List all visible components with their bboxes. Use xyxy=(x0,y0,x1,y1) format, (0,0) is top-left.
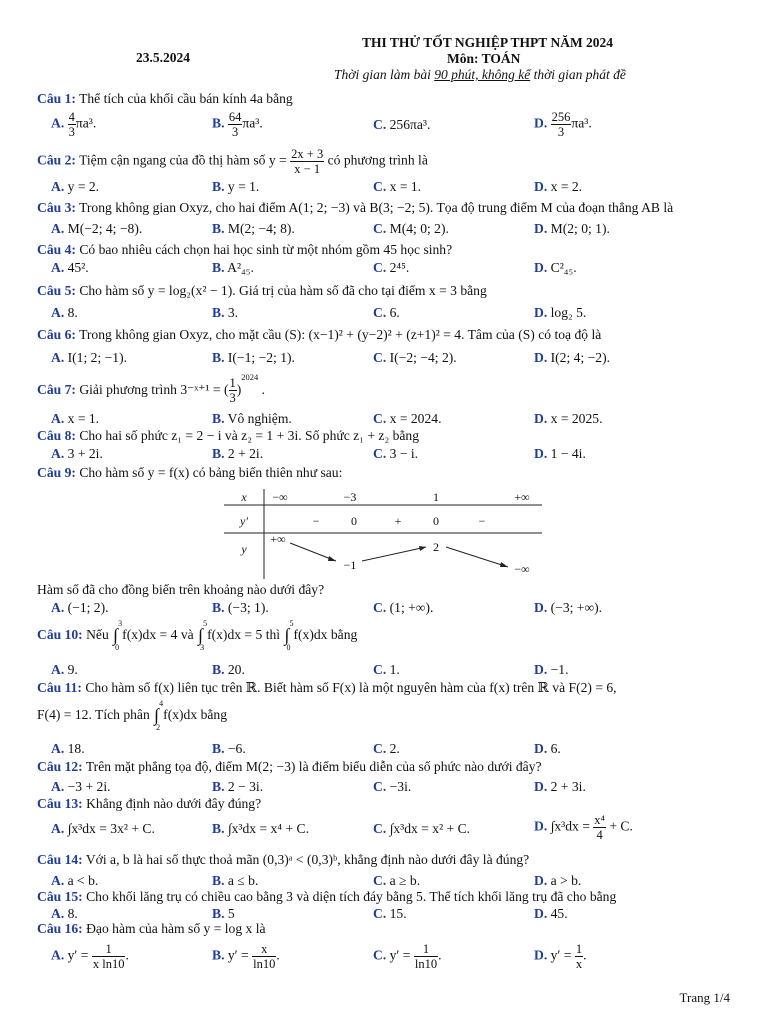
option-4d[interactable]: D. C²₄₅. xyxy=(534,260,577,275)
question-5: Câu 5: Cho hàm số y = log₂(x² − 1). Giá trị của hàm số đã cho tại điểm x = 3 bằng xyxy=(37,283,487,298)
question-13: Câu 13: Khẳng định nào dưới đây đúng? xyxy=(37,796,262,811)
option-11b[interactable]: B. −6. xyxy=(212,741,246,756)
y-value: −∞ xyxy=(514,562,530,576)
option-5c[interactable]: C. 6. xyxy=(373,305,400,320)
option-6c[interactable]: C. I(−2; −4; 2). xyxy=(373,350,457,365)
arrow-head xyxy=(500,562,508,567)
option-3b[interactable]: B. M(2; −4; 8). xyxy=(212,221,295,236)
option-10b[interactable]: B. 20. xyxy=(212,662,245,677)
question-4: Câu 4: Có bao nhiêu cách chọn hai học sinh từ một nhóm gồm 45 học sinh? xyxy=(37,242,453,257)
question-16: Câu 16: Đạo hàm của hàm số y = log x là xyxy=(37,921,266,936)
option-6b[interactable]: B. I(−1; −2; 1). xyxy=(212,350,295,365)
option-2c[interactable]: C. x = 1. xyxy=(373,179,422,194)
option-5a[interactable]: A. 8. xyxy=(51,305,78,320)
option-3c[interactable]: C. M(4; 0; 2). xyxy=(373,221,449,236)
question-11-line2: F(4) = 12. Tích phân ∫ 4 2 f(x)dx bằng xyxy=(37,699,227,732)
arrow-head xyxy=(328,556,336,561)
option-7a[interactable]: A. x = 1. xyxy=(51,411,100,426)
y-value: 2 xyxy=(433,540,439,554)
question-9-followup: Hàm số đã cho đồng biến trên khoảng nào dưới đây? xyxy=(37,582,325,597)
option-16b[interactable]: B. y′ = $\frac{x}{\ln 10}$ . xyxy=(212,942,280,971)
row-label-x: x xyxy=(241,490,247,504)
option-12c[interactable]: C. −3i. xyxy=(373,779,412,794)
option-1b[interactable]: B. $\frac{64}{3}$ πa³. xyxy=(212,110,263,139)
option-10c[interactable]: C. 1. xyxy=(373,662,400,677)
x-value: +∞ xyxy=(514,490,530,504)
yprime-sign: − xyxy=(312,514,320,528)
option-2d[interactable]: D. x = 2. xyxy=(534,179,583,194)
option-14b[interactable]: B. a ≤ b. xyxy=(212,873,259,888)
question-6: Câu 6: Trong không gian Oxyz, cho mặt cầu (S): (x−1)² + (y−2)² + (z+1)² = 4. Tâm của (S) có toạ độ là xyxy=(37,327,602,342)
option-14d[interactable]: D. a > b. xyxy=(534,873,582,888)
option-11a[interactable]: A. 18. xyxy=(51,741,85,756)
question-8: Câu 8: Cho hai số phức z₁ = 2 − i và z₂ = 1 + 3i. Số phức z₁ + z₂ bằng xyxy=(37,428,420,443)
question-1: Câu 1: Thể tích của khối cầu bán kính 4a bằng xyxy=(37,91,293,106)
option-13b[interactable]: B. ∫x³dx = x⁴ + C. xyxy=(212,821,309,836)
question-14: Câu 14: Với a, b là hai số thực thoả mãn (0,3)ᵃ < (0,3)ᵇ, khẳng định nào dưới đây là đúng? xyxy=(37,852,530,867)
option-11c[interactable]: C. 2. xyxy=(373,741,400,756)
option-10d[interactable]: D. −1. xyxy=(534,662,569,677)
decrease-arrow xyxy=(446,547,508,567)
option-6d[interactable]: D. I(2; 4; −2). xyxy=(534,350,611,365)
option-7c[interactable]: C. x = 2024. xyxy=(373,411,442,426)
option-13a[interactable]: A. ∫x³dx = 3x² + C. xyxy=(51,821,155,836)
option-5b[interactable]: B. 3. xyxy=(212,305,239,320)
option-2a[interactable]: A. y = 2. xyxy=(51,179,100,194)
option-9b[interactable]: B. (−3; 1). xyxy=(212,600,269,615)
option-8c[interactable]: C. 3 − i. xyxy=(373,446,419,461)
option-15c[interactable]: C. 15. xyxy=(373,906,407,921)
row-label-y: y xyxy=(241,542,247,556)
question-7: Câu 7: Giải phương trình 3⁻ˣ⁺¹ = ( $\frac{1}{3}$ )$^{2024}$ . xyxy=(37,372,266,406)
question-2: Câu 2: Tiệm cận ngang của đồ thị hàm số y = $\frac{2x + 3}{x - 1}$ có phương trình là xyxy=(37,147,428,176)
option-10a[interactable]: A. 9. xyxy=(51,662,78,677)
option-8b[interactable]: B. 2 + 2i. xyxy=(212,446,264,461)
option-16d[interactable]: D. y′ = $\frac{1}{x}$ . xyxy=(534,942,587,971)
option-9c[interactable]: C. (1; +∞). xyxy=(373,600,434,615)
option-7d[interactable]: D. x = 2025. xyxy=(534,411,603,426)
y-value: +∞ xyxy=(270,532,286,546)
option-16c[interactable]: C. y′ = $\frac{1}{\ln 10}$ . xyxy=(373,942,442,971)
x-value: −∞ xyxy=(272,490,288,504)
option-1c[interactable]: C. 256πa³. xyxy=(373,117,431,132)
yprime-sign: 0 xyxy=(433,514,439,528)
option-9d[interactable]: D. (−3; +∞). xyxy=(534,600,603,615)
option-2b[interactable]: B. y = 1. xyxy=(212,179,260,194)
exam-title: THI THỬ TỐT NGHIỆP THPT NĂM 2024 xyxy=(362,35,614,50)
exam-date: 23.5.2024 xyxy=(136,50,190,65)
question-11: Câu 11: Cho hàm số f(x) liên tục trên ℝ. Biết hàm số F(x) là một nguyên hàm của f(x) trên ℝ và F(2) = 6, xyxy=(37,680,617,695)
option-11d[interactable]: D. 6. xyxy=(534,741,561,756)
option-6a[interactable]: A. I(1; 2; −1). xyxy=(51,350,128,365)
option-3a[interactable]: A. M(−2; 4; −8). xyxy=(51,221,143,236)
option-13d[interactable]: D. ∫x³dx = $\frac{\text{x⁴}}{4}$ + C. xyxy=(534,813,633,842)
option-8a[interactable]: A. 3 + 2i. xyxy=(51,446,103,461)
increase-arrow xyxy=(362,547,426,561)
y-value: −1 xyxy=(343,558,357,572)
question-3: Câu 3: Trong không gian Oxyz, cho hai điểm A(1; 2; −3) và B(3; −2; 5). Tọa độ trung điểm M của đoạn thẳng AB là xyxy=(37,200,674,215)
yprime-sign: − xyxy=(478,514,486,528)
x-value: −3 xyxy=(343,490,357,504)
option-5d[interactable]: D. log₂ 5. xyxy=(534,305,587,320)
option-14c[interactable]: C. a ≥ b. xyxy=(373,873,421,888)
option-12d[interactable]: D. 2 + 3i. xyxy=(534,779,586,794)
question-9: Câu 9: Cho hàm số y = f(x) có bảng biến thiên như sau: xyxy=(37,465,343,480)
option-15d[interactable]: D. 45. xyxy=(534,906,568,921)
option-12a[interactable]: A. −3 + 2i. xyxy=(51,779,111,794)
option-8d[interactable]: D. 1 − 4i. xyxy=(534,446,586,461)
option-14a[interactable]: A. a < b. xyxy=(51,873,99,888)
option-13c[interactable]: C. ∫x³dx = x² + C. xyxy=(373,821,471,836)
question-10: Câu 10: Nếu ∫ 3 0 f(x)dx = 4 và ∫ 5 3 f(x)dx = 5 thì ∫ 5 0 f(x)dx bằng xyxy=(37,619,358,652)
option-3d[interactable]: D. M(2; 0; 1). xyxy=(534,221,610,236)
exam-time-note: Thời gian làm bài 90 phút, không kể thời gian phát đề xyxy=(334,67,626,82)
x-value: 1 xyxy=(433,490,439,504)
option-15b[interactable]: B. 5 xyxy=(212,906,235,921)
option-1d[interactable]: D. $\frac{256}{3}$ πa³. xyxy=(534,110,592,139)
option-12b[interactable]: B. 2 − 3i. xyxy=(212,779,264,794)
option-15a[interactable]: A. 8. xyxy=(51,906,78,921)
question-15: Câu 15: Cho khối lăng trụ có chiều cao bằng 3 và diện tích đáy bằng 5. Thể tích khối lăng trụ đã cho bằng xyxy=(37,889,617,904)
option-4b[interactable]: B. A²₄₅. xyxy=(212,260,254,275)
option-4a[interactable]: A. 45². xyxy=(51,260,89,275)
exam-subject: Môn: TOÁN xyxy=(447,51,521,66)
option-1a[interactable]: A. $\frac{4}{3}$ πa³. xyxy=(51,110,97,139)
yprime-sign: + xyxy=(394,514,402,528)
yprime-sign: 0 xyxy=(351,514,357,528)
question-12: Câu 12: Trên mặt phẳng tọa độ, điểm M(2; −3) là điểm biểu diễn của số phức nào dưới đây? xyxy=(37,759,542,774)
option-16a[interactable]: A. y′ = $\frac{1}{\text{x ln10}}$ . xyxy=(51,942,129,971)
option-4c[interactable]: C. 2⁴⁵. xyxy=(373,260,410,275)
row-label-yprime: y′ xyxy=(240,514,248,528)
option-7b[interactable]: B. Vô nghiệm. xyxy=(212,411,292,426)
option-9a[interactable]: A. (−1; 2). xyxy=(51,600,109,615)
page-number: Trang 1/4 xyxy=(679,990,730,1005)
variation-table xyxy=(224,489,542,579)
